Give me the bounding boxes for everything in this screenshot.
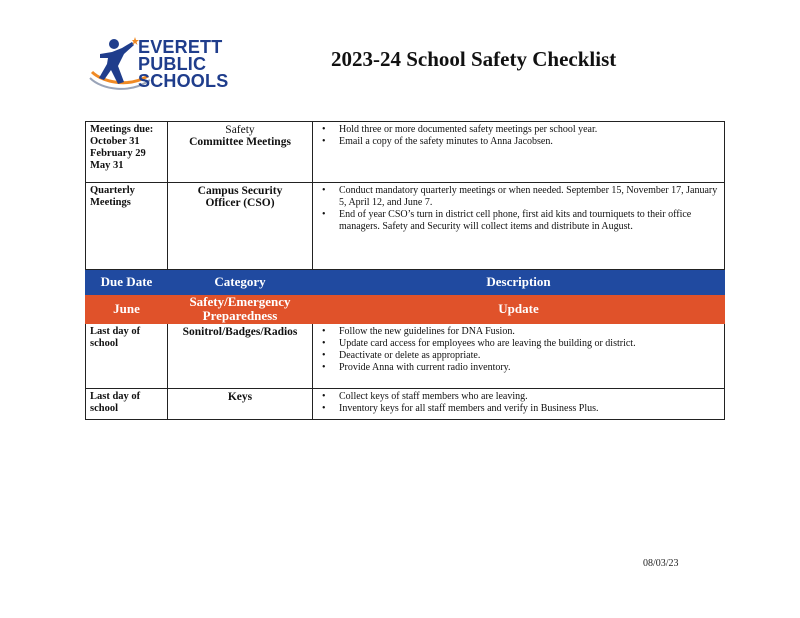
header-due-date: Due Date — [86, 270, 168, 295]
description-cell — [313, 389, 725, 420]
list-item: • Update card access for employees who are leaving the building or district. — [339, 338, 720, 350]
description-cell — [313, 122, 725, 183]
category-cell: Sonitrol/Badges/Radios — [168, 324, 313, 389]
category-cell: Keys — [168, 389, 313, 420]
date-line: February 29 — [90, 148, 146, 159]
list-item: • Hold three or more documented safety meetings per school year. — [339, 124, 720, 136]
category-cell — [168, 183, 313, 270]
list-item: • Inventory keys for all staff members and verify in Business Plus. — [339, 403, 720, 415]
date-line: May 31 — [90, 160, 124, 171]
list-item: • Conduct mandatory quarterly meetings or when needed. September 15, November 17, January 5, April 12, and June 7. — [339, 185, 720, 209]
date-line: Quarterly — [90, 185, 135, 196]
section-category: Safety/Emergency Preparedness — [168, 295, 313, 324]
logo-line-2: PUBLIC — [138, 54, 207, 74]
category-cell — [168, 122, 313, 183]
logo-line-3: SCHOOLS — [138, 71, 229, 91]
safety-checklist-table — [85, 121, 725, 420]
description-cell — [313, 183, 725, 270]
page-title: 2023-24 School Safety Checklist — [331, 47, 617, 71]
due-date-cell: Last day of school — [86, 324, 168, 389]
list-item: • Deactivate or delete as appropriate. — [339, 350, 720, 362]
list-item: • Collect keys of staff members who are leaving. — [339, 391, 720, 403]
category-line: Safety — [225, 124, 255, 136]
logo-wordmark — [138, 39, 228, 90]
list-item: • Provide Anna with current radio inventory. — [339, 362, 720, 374]
date-line: October 31 — [90, 136, 140, 147]
table-row — [86, 183, 725, 270]
category-line: Committee Meetings — [189, 136, 291, 148]
section-month: June — [86, 295, 168, 324]
category-line: Campus Security — [197, 185, 283, 197]
list-item: • End of year CSO’s turn in district cell phone, first aid kits and tourniquets to their office managers. Safety and Security will collect items and distribute in August. — [339, 209, 720, 233]
section-description: Update — [313, 295, 725, 324]
header-description: Description — [313, 270, 725, 295]
list-item: • Follow the new guidelines for DNA Fusion. — [339, 326, 720, 338]
date-line: Meetings due: — [90, 124, 154, 135]
due-date-cell: Last day of school — [86, 389, 168, 420]
section-header-row — [86, 295, 725, 324]
table-row — [86, 324, 725, 389]
due-date-cell — [86, 183, 168, 270]
document-date: 08/03/23 — [643, 558, 679, 569]
description-cell — [313, 324, 725, 389]
date-line: Meetings — [90, 197, 131, 208]
list-item: • Email a copy of the safety minutes to Anna Jacobsen. — [339, 136, 720, 148]
due-date-cell — [86, 122, 168, 183]
table-header-row — [86, 270, 725, 295]
table-row — [86, 122, 725, 183]
logo-line-1: EVERETT — [138, 37, 223, 57]
table-row — [86, 389, 725, 420]
category-line: Officer (CSO) — [205, 197, 275, 209]
header-category: Category — [168, 270, 313, 295]
